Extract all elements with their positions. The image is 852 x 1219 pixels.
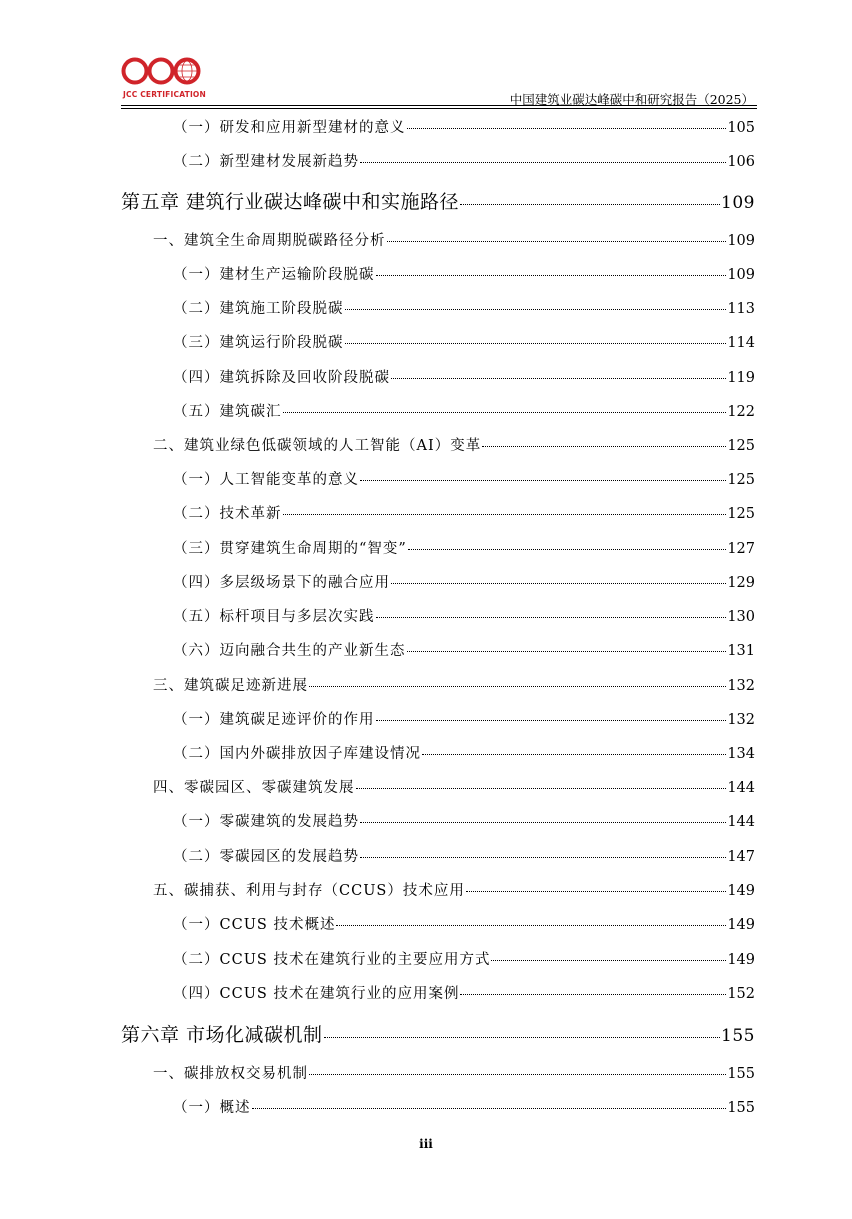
toc-dot-leader [336,925,726,926]
toc-dot-leader [360,162,726,163]
toc-section-entry[interactable] [153,229,755,250]
toc-dot-leader [391,583,726,584]
toc-subsection-entry[interactable] [173,810,755,831]
toc-dot-leader [309,686,726,687]
toc-subsection-entry[interactable] [173,948,755,969]
toc-dot-leader [491,960,726,961]
toc-entry-title: 第六章 市场化减碳机制 [121,1024,323,1046]
page-number: iii [419,1137,433,1151]
toc-dot-leader [324,1037,721,1038]
toc-dot-leader [376,275,727,276]
toc-page-number: 106 [727,154,755,170]
toc-page-number: 113 [727,301,755,317]
toc-subsection-entry[interactable] [173,605,755,626]
toc-entry-title: 一、建筑全生命周期脱碳路径分析 [153,233,386,249]
toc-subsection-entry[interactable] [173,913,755,934]
toc-entry-title: （一）研发和应用新型建材的意义 [173,120,406,136]
toc-dot-leader [345,343,727,344]
toc-entry-title: （四）CCUS 技术在建筑行业的应用案例 [173,986,460,1002]
toc-dot-leader [466,891,726,892]
toc-entry-title: （四）多层级场景下的融合应用 [173,575,390,591]
toc-entry-title: （三）建筑运行阶段脱碳 [173,335,344,351]
toc-page-number: 144 [727,814,755,830]
toc-subsection-entry[interactable] [173,708,755,729]
toc-page-number: 134 [727,746,755,762]
toc-page-number: 147 [727,849,755,865]
toc-page-number: 155 [727,1100,755,1116]
toc-dot-leader [309,1074,726,1075]
toc-dot-leader [408,549,726,550]
toc-dot-leader [376,617,727,618]
toc-subsection-entry[interactable] [173,571,755,592]
toc-entry-title: （一）CCUS 技术概述 [173,917,336,933]
toc-page-number: 109 [727,267,755,283]
toc-dot-leader [283,412,727,413]
toc-page-number: 109 [721,193,755,213]
toc-page-number: 155 [721,1026,755,1046]
toc-entry-title: （一）人工智能变革的意义 [173,472,359,488]
toc-page-number: 119 [727,370,755,386]
toc-entry-title: （一）零碳建筑的发展趋势 [173,814,359,830]
toc-section-entry[interactable] [153,674,755,695]
toc-page-number: 105 [727,120,755,136]
toc-entry-title: （三）贯穿建筑生命周期的“智变” [173,541,407,557]
toc-entry-title: 四、零碳园区、零碳建筑发展 [153,780,355,796]
toc-entry-title: （二）新型建材发展新趋势 [173,154,359,170]
toc-subsection-entry[interactable] [173,537,755,558]
toc-entry-title: 三、建筑碳足迹新进展 [153,678,308,694]
toc-subsection-entry[interactable] [173,468,755,489]
toc-entry-title: （二）国内外碳排放因子库建设情况 [173,746,421,762]
toc-dot-leader [422,754,726,755]
toc-dot-leader [460,994,726,995]
toc-page-number: 114 [727,335,755,351]
toc-dot-leader [345,309,727,310]
toc-dot-leader [356,788,727,789]
toc-subsection-entry[interactable] [173,742,755,763]
toc-subsection-entry[interactable] [173,1096,755,1117]
toc-entry-title: （二）技术革新 [173,506,282,522]
logo-text: JCC CERTIFICATION [123,90,206,99]
toc-entry-title: （一）概述 [173,1100,251,1116]
toc-page-number: 152 [727,986,755,1002]
toc-entry-title: （一）建材生产运输阶段脱碳 [173,267,375,283]
toc-section-entry[interactable] [153,879,755,900]
toc-page-number: 130 [727,609,755,625]
toc-subsection-entry[interactable] [173,502,755,523]
toc-page-number: 127 [727,541,755,557]
toc-dot-leader [407,651,727,652]
toc-dot-leader [460,204,720,205]
toc-subsection-entry[interactable] [173,366,755,387]
toc-entry-title: （二）建筑施工阶段脱碳 [173,301,344,317]
toc-page-number: 149 [727,952,755,968]
toc-page-number: 149 [727,917,755,933]
toc-dot-leader [387,241,727,242]
toc-subsection-entry[interactable] [173,297,755,318]
toc-subsection-entry[interactable] [173,116,755,137]
toc-dot-leader [360,480,726,481]
toc-dot-leader [252,1108,727,1109]
toc-entry-title: （五）建筑碳汇 [173,404,282,420]
toc-entry-title: 第五章 建筑行业碳达峰碳中和实施路径 [121,191,460,213]
toc-section-entry[interactable] [153,776,755,797]
running-header-title: 中国建筑业碳达峰碳中和研究报告（2025） [509,92,754,107]
toc-chapter-entry[interactable] [121,187,755,214]
toc-dot-leader [360,857,726,858]
toc-subsection-entry[interactable] [173,982,755,1003]
toc-section-entry[interactable] [153,1062,755,1083]
toc-dot-leader [391,378,726,379]
toc-entry-title: 五、碳捕获、利用与封存（CCUS）技术应用 [153,883,465,899]
toc-entry-title: （四）建筑拆除及回收阶段脱碳 [173,370,390,386]
toc-subsection-entry[interactable] [173,400,755,421]
toc-entry-title: （五）标杆项目与多层次实践 [173,609,375,625]
toc-dot-leader [482,446,726,447]
toc-page-number: 122 [727,404,755,420]
toc-dot-leader [376,720,727,721]
toc-dot-leader [360,822,726,823]
toc-subsection-entry[interactable] [173,639,755,660]
toc-page-number: 144 [727,780,755,796]
toc-dot-leader [283,514,727,515]
toc-chapter-entry[interactable] [121,1020,755,1047]
toc-page-number: 131 [727,643,755,659]
toc-entry-title: （六）迈向融合共生的产业新生态 [173,643,406,659]
toc-page-number: 125 [727,472,755,488]
toc-page-number: 125 [727,438,755,454]
toc-subsection-entry[interactable] [173,331,755,352]
toc-page-number: 155 [727,1066,755,1082]
toc-entry-title: （一）建筑碳足迹评价的作用 [173,712,375,728]
toc-subsection-entry[interactable] [173,263,755,284]
toc-page-number: 109 [727,233,755,249]
toc-section-entry[interactable] [153,434,755,455]
toc-entry-title: （二）CCUS 技术在建筑行业的主要应用方式 [173,952,491,968]
toc-entry-title: （二）零碳园区的发展趋势 [173,849,359,865]
toc-page-number: 125 [727,506,755,522]
toc-entry-title: 二、建筑业绿色低碳领域的人工智能（AI）变革 [153,438,482,454]
toc-dot-leader [407,128,727,129]
toc-subsection-entry[interactable] [173,150,755,171]
toc-subsection-entry[interactable] [173,845,755,866]
toc-page-number: 129 [727,575,755,591]
toc-page-number: 132 [727,678,755,694]
toc-page-number: 149 [727,883,755,899]
toc-page-number: 132 [727,712,755,728]
toc-entry-title: 一、碳排放权交易机制 [153,1066,308,1082]
